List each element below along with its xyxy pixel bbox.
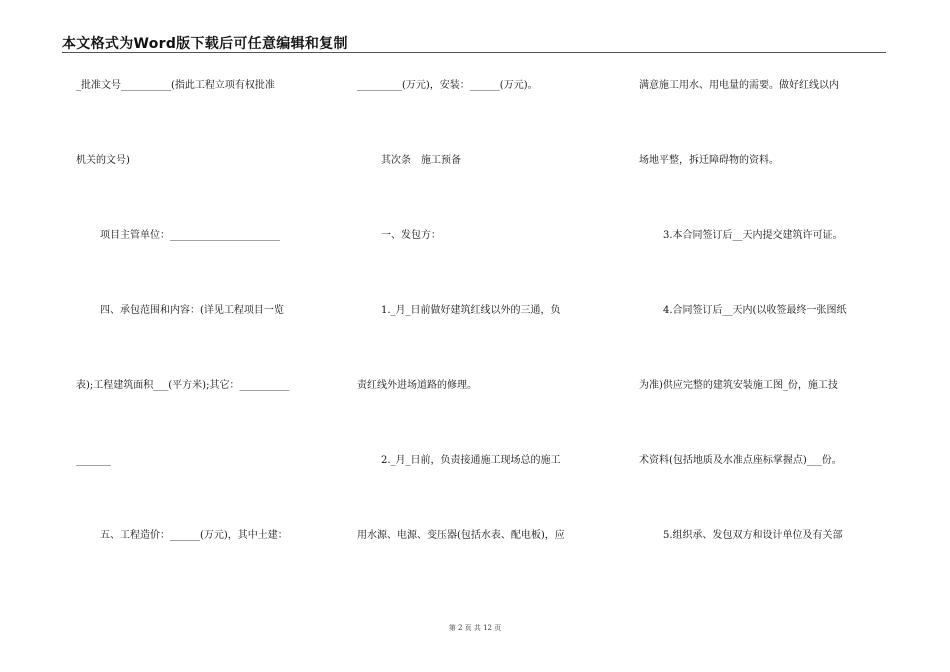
column-1-line-3: 项目主管单位：______________________ (100, 230, 280, 241)
column-2-line-3: 一、发包方： (381, 230, 441, 241)
header-title: 本文格式为Word版下载后可任意编辑和复制 (62, 36, 348, 52)
column-2-line-5: 责红线外进场道路的修理。 (357, 380, 477, 391)
column-2-line-6: 2._月_日前，负责接通施工现场总的施工 (381, 455, 561, 466)
text-column-2 (330, 0, 630, 672)
column-1-line-4: 四、承包范围和内容：(详见工程项目一览 (100, 305, 284, 316)
text-column-1 (0, 0, 330, 672)
column-1-line-5: 表);工程建筑面积___(平方米);其它：__________ (76, 380, 290, 391)
column-2-line-4: 1._月_日前做好建筑红线以外的三通，负 (381, 305, 561, 316)
column-1-line-2: 机关的文号) (76, 155, 130, 166)
column-2-line-7: 用水源、电源、变压器(包括水表、配电板)，应 (357, 530, 565, 541)
column-3-line-1: 满意施工用水、用电量的需要。做好红线以内 (639, 80, 839, 91)
column-3-line-2: 场地平整，拆迁障碍物的资料。 (639, 155, 779, 166)
page-number-footer: 第 2 页 共 12 页 (448, 624, 502, 632)
column-2-line-1: _________(万元)，安装：______(万元)。 (357, 80, 538, 91)
column-1-line-1: _批准文号__________(指此工程立项有权批准 (76, 80, 275, 91)
text-column-3 (630, 0, 930, 672)
column-1-line-7: 五、工程造价：______(万元)，其中土建： (100, 530, 288, 541)
column-3-line-5: 为准)供应完整的建筑安装施工图_份，施工技 (639, 380, 838, 391)
column-3-line-6: 术资料(包括地质及水准点座标掌握点)___份。 (639, 455, 842, 466)
column-2-line-2: 其次条 施工预备 (381, 155, 461, 166)
column-3-line-4: 4.合同签订后__天内(以收签最终一张图纸 (663, 305, 847, 316)
column-3-line-7: 5.组织承、发包双方和设计单位及有关部 (663, 530, 843, 541)
column-3-line-3: 3.本合同签订后__天内提交建筑许可证。 (663, 230, 843, 241)
column-1-line-6: _______ (76, 455, 111, 466)
